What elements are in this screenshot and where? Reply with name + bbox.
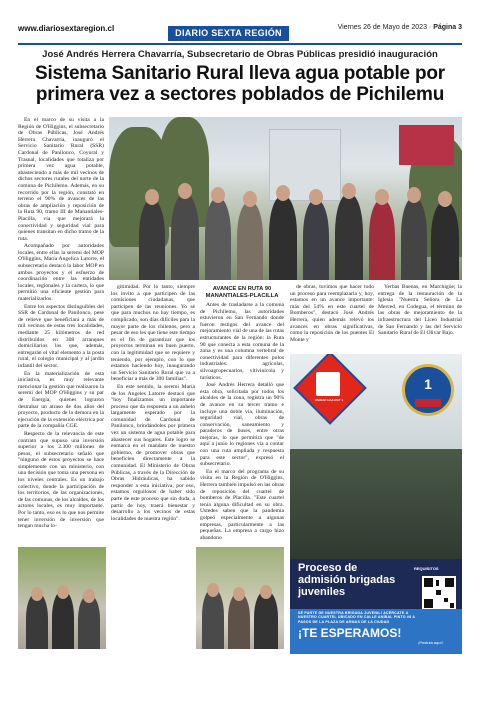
issue-date: Viernes 26 de Mayo de 2023 · Página 3 [337, 24, 462, 31]
article-kicker: José Andrés Herrera Chavarría, Subsecretario de Obras Públicas presidió inauguración [42, 49, 438, 60]
main-photo [109, 117, 462, 280]
qr-code-icon[interactable] [422, 576, 456, 610]
article-column-1 [18, 117, 104, 545]
paragraph: Antes de trasladarse a la comuna de Pichilemu, las autoridades estuvieron en San Fernando donde fueron testigos del avance del mejoramiento vial de una de las rutas estructurantes de la región: la Ruta 90 que conecta a esta comuna de la zona y es una columna vertebral de conectividad para diferentes polos industriales: agrícolas, silvoagropecuarios, vitivinícola y turísticos. [200, 302, 284, 381]
page-header [0, 0, 480, 46]
paragraph: Yerbas Buenas, en Marchigüe; la entrega de la restauración de la Iglesia "Nuestra Señora de La Merced, en Codegua, el término de las obras de mejoramiento de la infraestructura del Liceo Industrial de San Fernando y las del Servicio Sanitario Rural de El Olivar Bajo. [378, 284, 462, 337]
hazmat-text: UNIDAD HAZ-MAT 1 [314, 398, 344, 402]
ad-postula[interactable]: ¡Postula aquí! [418, 640, 443, 645]
paragraph: José Andrés Herrera detalló que esta obra, solicitada por todos los alcaldes de la zona, registra un 90% de avance en su tercer tramo e incluye una doble vía, iluminación, seguridad vial, obras de conservación, saneamiento y paraderos de buses, entre otras mejoras, lo que permitirá que "de aquí a junio lo regiones vía a contar con una ruta ampliada y respuesta para este sector", expresó el subsecretario. [200, 382, 284, 468]
photo-visit [196, 547, 284, 649]
article-headline: Sistema Sanitario Rural lleva agua potable por primera vez a sectores poblados de Pichilemu [35, 63, 445, 105]
ad-cta[interactable]: ¡TE ESPERAMOS! [298, 626, 402, 640]
firefighter-brigade-ad[interactable] [290, 354, 462, 654]
ad-requisitos: REQUISITOS [414, 566, 439, 571]
article-column-4 [290, 284, 374, 350]
paragraph: Respecto de la relevancia de este contrato que supuso una inversión superior a los 2.300 millones de pesos, el subsecretario señaló que "ninguno de estos proyectos se hace simplemente con un ministerio, con una decisión que toma una persona en los niveles centrales. Es un trabajo colectivo, donde la participación de los territorios, de las organizaciones, de las comunas, de los alcaldes, de los actores locales, es muy importante. Por lo tanto, eso es lo que nos permite tener inversión de inversión que tengan mucha lo- [18, 430, 104, 530]
article-column-3 [200, 284, 284, 546]
badge-number: 1 [424, 376, 432, 392]
paragraph: Entre los aspectos distinguibles del SSR de Cardonal de Panilonco, pese de relieve que beneficiará a más de mil vecinos de estas tres localidades, mediante 25 kilómetros de red distribuidos en 308 arranques domiciliarios los que, además, entregarán el vital elemento a la posta rural, el colegio municipal y al jardín infantil del sector. [18, 303, 104, 369]
ad-subtitle: SÉ PARTE DE NUESTRA BRIGADA JUVENIL! ACÉRCATE A NUESTRO CUARTEL UBICADO EN CALLE ANÍBAL PINTO #8 A PASOS DE LA PLAZA DE ARMAS DE LA CIUDAD [298, 611, 416, 624]
paragraph: Acompañado por autoridades locales, entre ellas la seremi del MOP O'Higgins, María Angelica Latorre, el subsecretario destacó la labor MOP en ambos proyectos y el esfuerzo de coordinación entre las entidades locales, regionales y la cartera, lo que permitió una eficiente gestión para materializarlos. [18, 243, 105, 303]
paragraph: gitimidad. Por lo tanto, siempre los invito a que participen de las comisiones ciudadanas, que participen de las reuniones. Yo sé que para muchos no hay tiempo, es complicado, son días difíciles para la mayor parte de los chilenos, pero a pesar de eso les que tiene este tiempo es el fin de garantizar que los proyectos terminan en buen puerto, con la legitimidad que se requiere y teniendo, por ejemplo, con lo que estamos haciendo hoy, inaugurando un Servicio Sanitario Rural que va a beneficiar a más de 300 familias". [111, 284, 195, 383]
article-column-2 [111, 284, 195, 546]
hazmat-logo-center [316, 372, 340, 396]
paragraph: En la materialización de esta iniciativa, es muy relevante mencionar la gestión que realizaron la seremi del MOP O'Higgins y su par de Energía, quienes lograron destrabar un atraso de dos años del proyecto, producto de la demora en la ejecución de la extensión eléctrica por parte de la compañía CGE. [18, 370, 104, 430]
article-column-5 [378, 284, 462, 350]
ad-photo-brigade [290, 449, 462, 559]
paragraph: de obras, tuvimos que hacer todo un proceso para reemplazarla y, hoy, estamos en un avance importante: más del 54% en este cuartel de Bomberos", destacó José Andrés Herrera, quien además relevó los avances en obras significativas, como la reposición de los puentes El Monte y [290, 284, 374, 343]
brand-band: DIARIO SEXTA REGIÓN [168, 26, 289, 41]
paragraph: En el marco de su visita a la Región de O'Higgins, el subsecretario de Obras Públicas, José Andrés Herrera Chavarría, inauguró el Servicio Sanitario Rural (SSR) Cardonal de Panilonco, Coyoral y Trasnal, localidades que totaliza por primera vez agua potable, abasteciendo a más de mil vecinos de dichos sectores rurales del norte de la comuna de Pichilemu. Además, en su recorrido por la región, constató en terreno el 90% de avances de las obras de ampliación y reposición de la Ruta 90, tramo III de Manantiales-Placilla, vía que mejorará la conectividad y seguridad vial para quienes transitan en dicho tramo de la ruta. [18, 117, 104, 242]
date-text: Viernes 26 de Mayo de 2023 [337, 24, 427, 31]
badge-ribbon [415, 399, 441, 407]
paragraph: En este sentido, la seremi María de los Angeles Latorre destacó que "hoy finalizamos un importante proceso que da respuesta a un anhelo largamente esperado por la comunidad de Cardonal de Panilonco, brindándoles por primera vez un sistema de agua potable para abastecer sus hogares. Este logro se enmarca en el mandato de nuestro gobierno, de promover obras que beneficien directamente a la comunidad. El Ministerio de Obras Públicas, a través de la Dirección de Obras Hidráulicas, ha sabido responder a esta iniciativa, por eso, estamos orgullosos de haber sido parte de este proceso que sin duda, a partir de hoy, traerá bienestar y desarrollo a los vecinos de estas localidades de nuestra región". [111, 383, 195, 522]
page-number: Página 3 [433, 24, 462, 31]
site-url[interactable]: www.diariosextaregion.cl [18, 24, 115, 33]
section-subhead: AVANCE EN RUTA 90 MANANTIALES-PLACILLA [205, 286, 279, 299]
header-rule [18, 43, 462, 45]
paragraph: En el marco del programa de su visita en la Región de O'Higgins, Herrera también impulsó en las obras de reposición del cuartel de bomberos de Placilla. "Este cuartel tenía alguna dificultad en su obra. Ustedes saben que la pandemia golpeó especialmente a algunas empresas, particularmente a las pequeñas. La empresa a cargo hizo abandono [200, 468, 284, 541]
ad-title: Proceso de admisión brigadas juveniles [298, 562, 396, 598]
photo-inauguration [18, 547, 106, 649]
